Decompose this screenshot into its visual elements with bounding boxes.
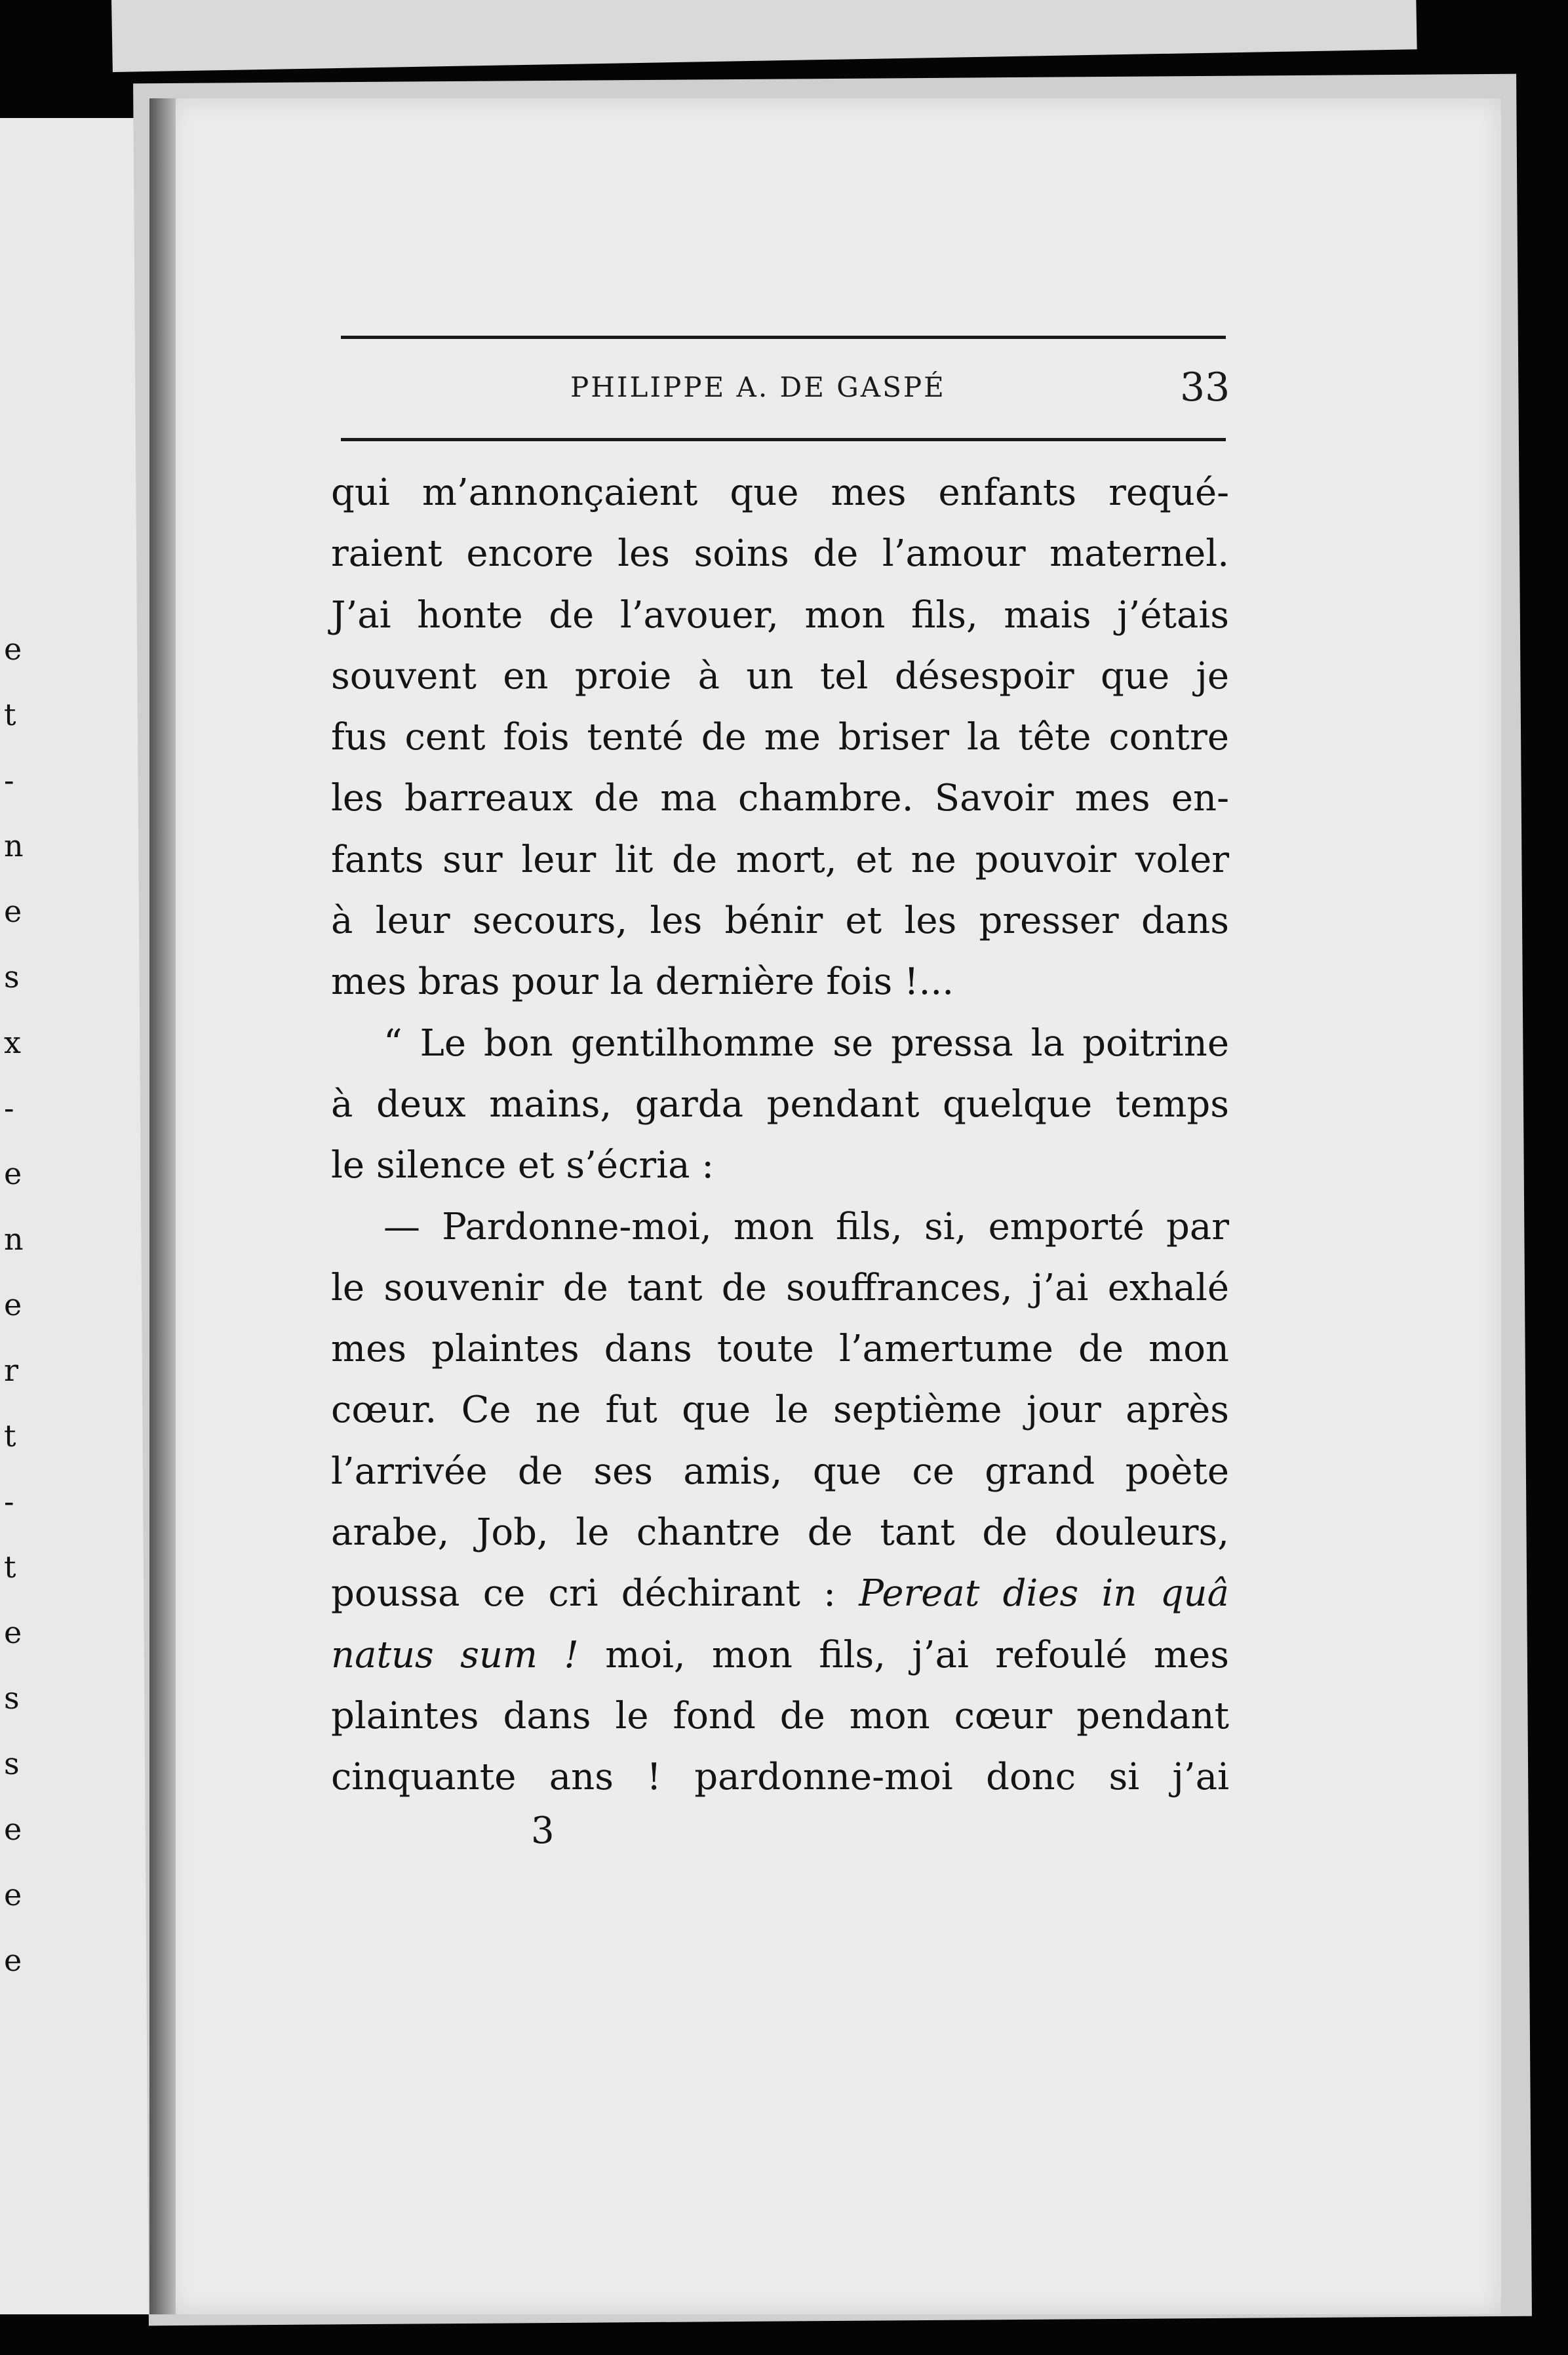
- edge-char: n: [4, 1221, 24, 1257]
- edge-char: e: [4, 1287, 22, 1322]
- text-segment: moi, mon fils, j’ai refoulé mes: [605, 1633, 1229, 1676]
- header-rule-top: [341, 336, 1226, 339]
- text-line: J’ai honte de l’avouer, mon fils, mais j’étais: [331, 593, 1229, 637]
- page-number: 33: [1180, 365, 1230, 410]
- text-line: cœur. Ce ne fut que le septième jour après: [331, 1389, 1229, 1432]
- edge-char: e: [4, 894, 22, 929]
- body-text: [331, 462, 1229, 1808]
- edge-char: n: [4, 828, 24, 863]
- text-line: fus cent fois tenté de me briser la tête contre: [331, 716, 1229, 759]
- edge-char: -: [4, 1484, 14, 1519]
- gutter-shadow: [149, 98, 176, 2314]
- edge-char: e: [4, 1156, 22, 1191]
- text-line: qui m’annonçaient que mes enfants requé-: [331, 471, 1229, 514]
- text-line: cinquante ans ! pardonne-moi donc si j’ai: [331, 1756, 1229, 1799]
- facing-page-cut-text: [4, 616, 24, 1993]
- text-line: le souvenir de tant de souffrances, j’ai exhalé: [331, 1266, 1229, 1309]
- header-rule-bottom: [341, 438, 1226, 441]
- signature-mark: 3: [531, 1810, 555, 1852]
- edge-char: e: [4, 1877, 22, 1912]
- edge-char: -: [4, 762, 14, 798]
- edge-char: r: [4, 1353, 18, 1388]
- running-head: PHILIPPE A. DE GASPÉ: [570, 371, 946, 403]
- text-line: l’arrivée de ses amis, que ce grand poète: [331, 1450, 1229, 1493]
- latin-quote: Pereat dies in quâ: [859, 1572, 1229, 1615]
- edge-char: e: [4, 1943, 22, 1978]
- edge-char: t: [4, 1549, 16, 1585]
- edge-char: t: [4, 1418, 16, 1454]
- edge-char: t: [4, 697, 16, 732]
- text-line: à leur secours, les bénir et les presser dans: [331, 900, 1229, 943]
- text-line-mixed: [331, 1625, 1229, 1686]
- text-line: — Pardonne-moi, mon fils, si, emporté par: [383, 1205, 1229, 1248]
- top-page-edge: [111, 0, 1417, 72]
- edge-char: s: [4, 1680, 20, 1716]
- edge-char: e: [4, 631, 22, 667]
- text-line: les barreaux de ma chambre. Savoir mes en-: [331, 777, 1229, 820]
- text-line: mes bras pour la dernière fois !...: [331, 960, 954, 1004]
- text-line: “ Le bon gentilhomme se pressa la poitrine: [383, 1021, 1229, 1065]
- text-line-mixed: [331, 1563, 1229, 1624]
- text-line: plaintes dans le fond de mon cœur pendant: [331, 1694, 1229, 1737]
- text-line: arabe, Job, le chantre de tant de douleurs,: [331, 1511, 1229, 1554]
- text-line: fants sur leur lit de mort, et ne pouvoir voler: [331, 838, 1229, 881]
- edge-char: -: [4, 1090, 14, 1126]
- edge-char: e: [4, 1615, 22, 1650]
- edge-char: s: [4, 1746, 20, 1781]
- text-line: à deux mains, garda pendant quelque temps: [331, 1082, 1229, 1126]
- text-line: le silence et s’écria :: [331, 1144, 715, 1187]
- latin-quote: natus sum !: [331, 1633, 579, 1676]
- edge-char: e: [4, 1811, 22, 1847]
- text-segment: poussa ce cri déchirant :: [331, 1572, 836, 1615]
- edge-char: s: [4, 959, 20, 995]
- text-line: raient encore les soins de l’amour maternel.: [331, 532, 1229, 576]
- edge-char: x: [4, 1025, 21, 1060]
- text-line: mes plaintes dans toute l’amertume de mon: [331, 1328, 1229, 1371]
- text-line: souvent en proie à un tel désespoir que je: [331, 654, 1229, 698]
